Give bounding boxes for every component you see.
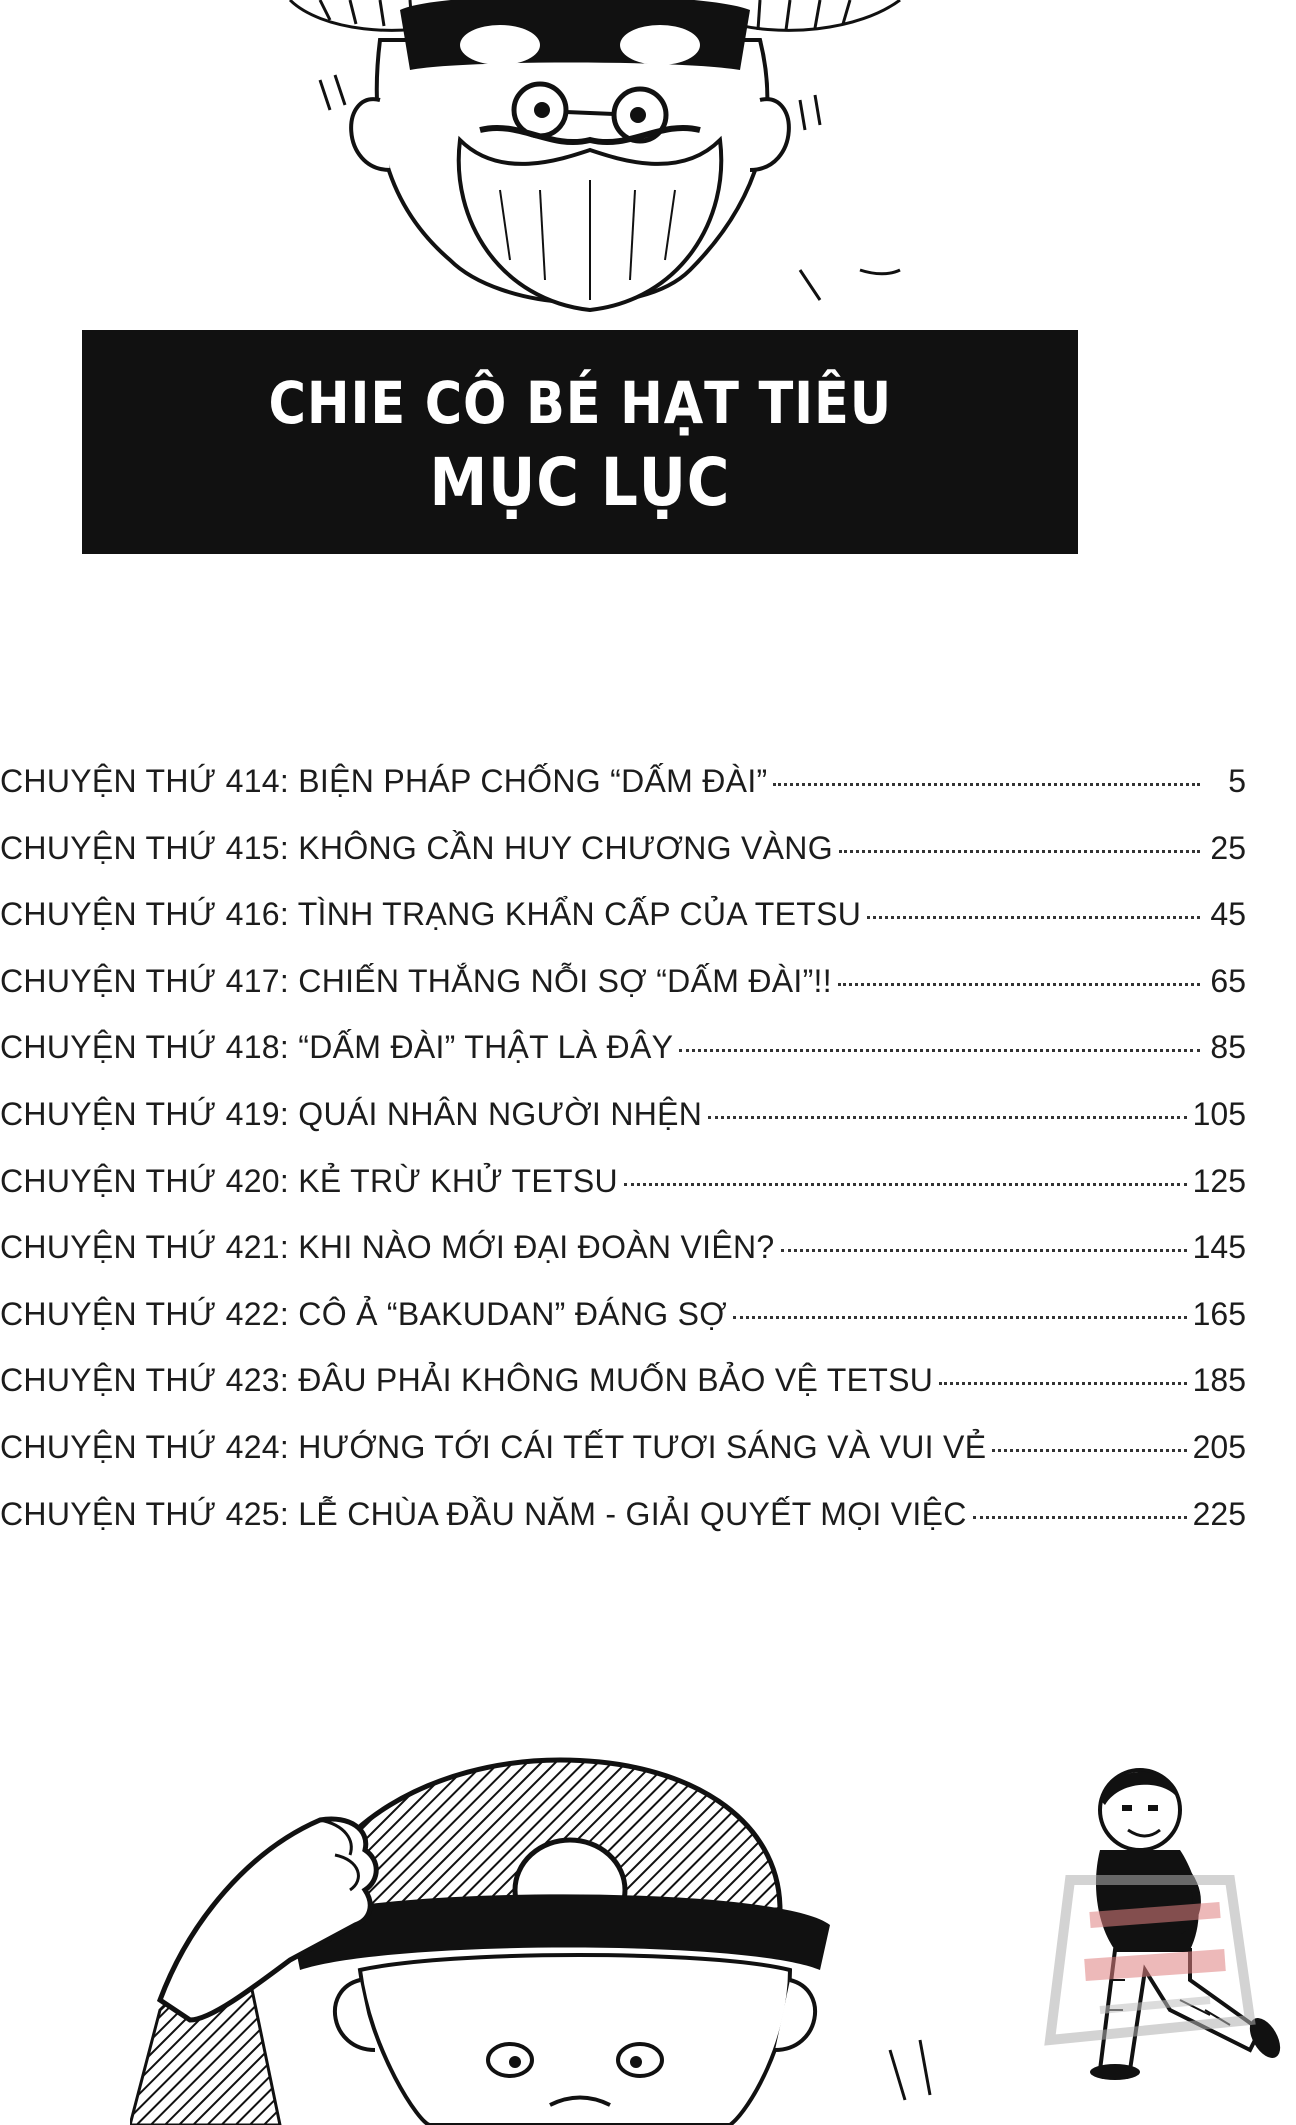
toc-entry-page: 5 — [1228, 763, 1246, 799]
toc-leader-dots — [867, 916, 1200, 919]
toc-leader-dots — [839, 850, 1200, 853]
toc-entry — [0, 1081, 1246, 1148]
toc-entry — [0, 1414, 1246, 1481]
book-title: CHIE CÔ BÉ HẠT TIÊU — [268, 369, 892, 437]
toc-entry-title: CHUYỆN THỨ 414: BIỆN PHÁP CHỐNG “DẤM ĐÀI” — [0, 763, 768, 799]
toc-entry — [0, 881, 1246, 948]
toc-entry — [0, 1148, 1246, 1215]
toc-entry-title: CHUYỆN THỨ 415: KHÔNG CẦN HUY CHƯƠNG VÀNG — [0, 829, 833, 866]
toc-entry-title: CHUYỆN THỨ 425: LỄ CHÙA ĐẦU NĂM - GIẢI QUYẾT MỌI VIỆC — [0, 1495, 967, 1532]
toc-entry-page: 65 — [1210, 962, 1246, 999]
toc-entry — [0, 1281, 1246, 1348]
toc-entry-page: 125 — [1192, 1162, 1246, 1199]
toc-entry — [0, 815, 1246, 882]
toc-entry-page: 45 — [1210, 896, 1246, 933]
toc-leader-dots — [708, 1116, 1186, 1119]
title-banner — [82, 330, 1078, 554]
toc-leader-dots — [679, 1049, 1200, 1052]
toc-entry-title: CHUYỆN THỨ 418: “DẤM ĐÀI” THẬT LÀ ĐÂY — [0, 1029, 674, 1066]
toc-entry-page: 105 — [1192, 1095, 1246, 1132]
toc-leader-dots — [992, 1449, 1186, 1452]
toc-entry — [0, 1014, 1246, 1081]
toc-entry-page: 25 — [1210, 829, 1246, 866]
toc-leader-dots — [939, 1382, 1186, 1385]
boy-with-cap-illustration — [130, 1720, 990, 2125]
site-watermark-logo — [1030, 1860, 1270, 2060]
toc-entry-page: 185 — [1192, 1362, 1246, 1399]
toc-leader-dots — [781, 1249, 1187, 1252]
page-title: MỤC LỤC — [429, 444, 731, 521]
toc-entry-page: 165 — [1192, 1295, 1246, 1332]
toc-entry — [0, 1347, 1246, 1414]
toc-entry — [0, 748, 1246, 815]
toc-entry-title: CHUYỆN THỨ 420: KẺ TRỪ KHỬ TETSU — [0, 1162, 618, 1199]
toc-leader-dots — [973, 1516, 1187, 1519]
old-man-with-glasses-illustration — [260, 0, 920, 330]
table-of-contents — [0, 748, 1246, 1547]
toc-entry — [0, 1481, 1246, 1548]
toc-entry-title: CHUYỆN THỨ 424: HƯỚNG TỚI CÁI TẾT TƯƠI SÁNG VÀ VUI VẺ — [0, 1428, 987, 1465]
toc-entry-title: CHUYỆN THỨ 421: KHI NÀO MỚI ĐẠI ĐOÀN VIÊN? — [0, 1229, 775, 1266]
toc-entry-title: CHUYỆN THỨ 416: TÌNH TRẠNG KHẨN CẤP CỦA TETSU — [0, 896, 862, 933]
toc-entry — [0, 948, 1246, 1015]
toc-entry-page: 85 — [1210, 1029, 1246, 1066]
toc-leader-dots — [733, 1316, 1187, 1319]
toc-leader-dots — [773, 783, 1200, 786]
toc-leader-dots — [624, 1183, 1187, 1186]
toc-entry-title: CHUYỆN THỨ 419: QUÁI NHÂN NGƯỜI NHỆN — [0, 1095, 703, 1132]
toc-entry-title: CHUYỆN THỨ 422: CÔ Ả “BAKUDAN” ĐÁNG SỢ — [0, 1295, 728, 1332]
toc-entry-page: 145 — [1192, 1229, 1246, 1266]
toc-entry-page: 205 — [1192, 1428, 1246, 1465]
toc-leader-dots — [838, 983, 1200, 986]
toc-entry-page: 225 — [1192, 1495, 1246, 1532]
toc-entry-title: CHUYỆN THỨ 423: ĐÂU PHẢI KHÔNG MUỐN BẢO VỆ TETSU — [0, 1362, 934, 1399]
toc-entry — [0, 1214, 1246, 1281]
toc-entry-title: CHUYỆN THỨ 417: CHIẾN THẮNG NỖI SỢ “DẤM ĐÀI”!! — [0, 962, 832, 999]
